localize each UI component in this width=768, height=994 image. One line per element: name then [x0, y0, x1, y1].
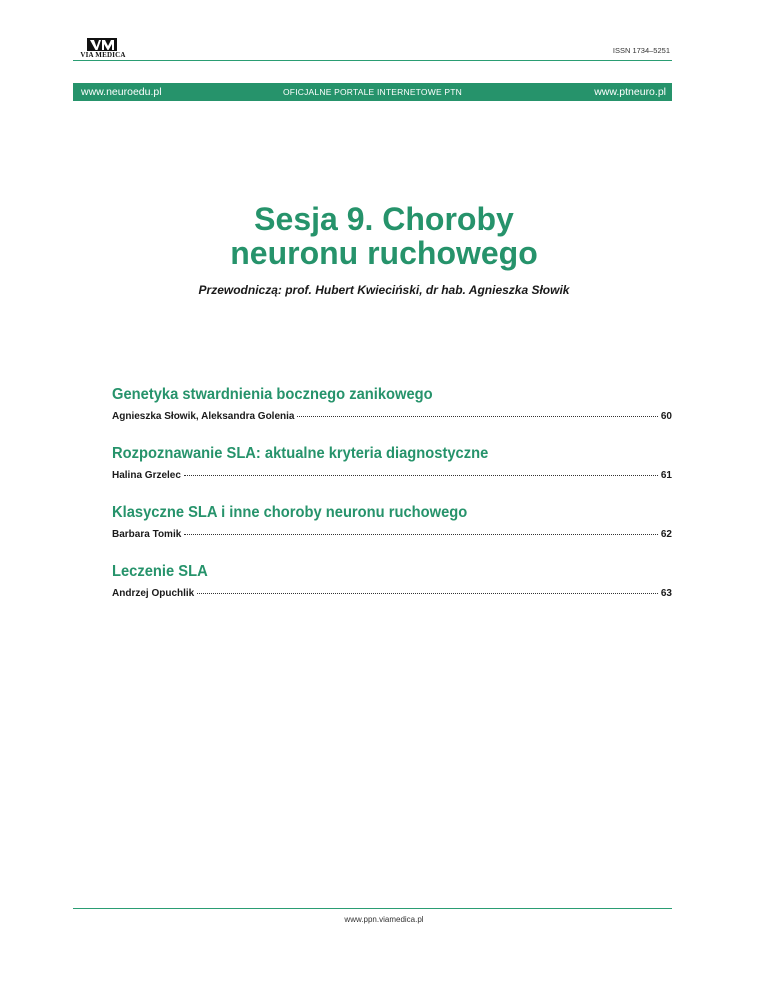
toc-entry-line — [112, 529, 672, 540]
session-chairs: Przewodniczą: prof. Hubert Kwieciński, dr hab. Agnieszka Słowik — [198, 283, 570, 297]
banner-caption: OFICJALNE PORTALE INTERNETOWE PTN — [283, 87, 462, 97]
toc-entry-page: 60 — [660, 411, 672, 422]
issn-number: ISSN 1734–5251 — [612, 46, 670, 55]
ptneuro-link[interactable]: www.ptneuro.pl — [594, 86, 666, 98]
toc-entry-line — [112, 588, 672, 599]
session-title — [0, 202, 768, 270]
neuroedu-link[interactable]: www.neuroedu.pl — [81, 86, 162, 98]
vm-logo-icon — [87, 38, 117, 51]
toc-entry — [112, 444, 672, 481]
toc-entry-title[interactable]: Genetyka stwardnienia bocznego zanikowego — [112, 386, 433, 403]
via-medica-logo — [73, 38, 133, 60]
dot-leader — [184, 534, 658, 535]
toc-entry — [112, 503, 672, 540]
toc-entry-authors: Halina Grzelec — [112, 470, 181, 481]
toc-entry-line — [112, 411, 672, 422]
logo-text: VIA MEDICA — [80, 51, 126, 59]
portal-banner — [73, 83, 672, 101]
top-divider — [73, 60, 672, 61]
toc-entry-title[interactable]: Rozpoznawanie SLA: aktualne kryteria diagnostyczne — [112, 445, 489, 462]
toc-entry-page: 61 — [660, 470, 672, 481]
toc-entry-title[interactable]: Klasyczne SLA i inne choroby neuronu ruchowego — [112, 504, 468, 521]
dot-leader — [197, 593, 658, 594]
toc-entry-page: 63 — [660, 588, 672, 599]
session-title-line2: neuronu ruchowego — [230, 235, 538, 271]
session-title-line1: Sesja 9. Choroby — [254, 201, 514, 237]
toc-entry — [112, 562, 672, 599]
table-of-contents — [112, 385, 672, 621]
bottom-divider — [73, 908, 672, 909]
footer-url[interactable]: www.ppn.viamedica.pl — [344, 915, 424, 924]
toc-entry-title[interactable]: Leczenie SLA — [112, 563, 208, 580]
dot-leader — [297, 416, 657, 417]
toc-entry — [112, 385, 672, 422]
toc-entry-line — [112, 470, 672, 481]
toc-entry-authors: Barbara Tomik — [112, 529, 182, 540]
toc-entry-authors: Agnieszka Słowik, Aleksandra Golenia — [112, 411, 295, 422]
toc-entry-page: 62 — [660, 529, 672, 540]
dot-leader — [184, 475, 658, 476]
toc-entry-authors: Andrzej Opuchlik — [112, 588, 195, 599]
